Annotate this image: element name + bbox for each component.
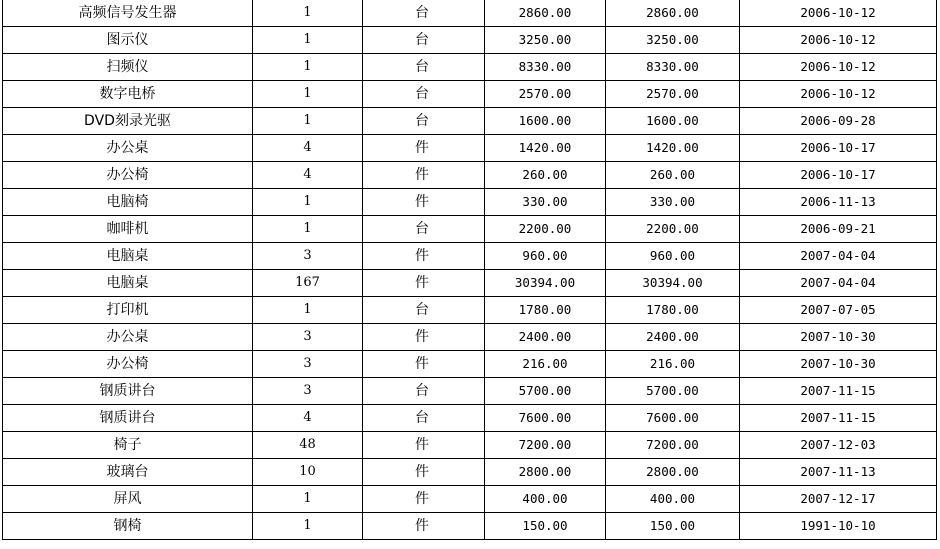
amount-cell: 5700.00 [606, 378, 740, 405]
unit-price-cell: 2800.00 [485, 459, 606, 486]
quantity-cell: 4 [253, 405, 363, 432]
date-cell: 2007-10-30 [740, 351, 937, 378]
unit-price-cell: 330.00 [485, 189, 606, 216]
quantity-cell: 4 [253, 162, 363, 189]
quantity-cell: 1 [253, 54, 363, 81]
table-row [3, 135, 937, 162]
quantity-cell: 4 [253, 135, 363, 162]
table-row [3, 162, 937, 189]
table-row [3, 270, 937, 297]
quantity-cell: 1 [253, 0, 363, 27]
item-name-cell: 钢椅 [3, 513, 253, 540]
quantity-cell: 1 [253, 81, 363, 108]
amount-cell: 1420.00 [606, 135, 740, 162]
table-row [3, 243, 937, 270]
table-row [3, 459, 937, 486]
table-row [3, 27, 937, 54]
quantity-cell: 3 [253, 378, 363, 405]
item-name-cell: 图示仪 [3, 27, 253, 54]
amount-cell: 2570.00 [606, 81, 740, 108]
amount-cell: 2400.00 [606, 324, 740, 351]
unit-cell: 台 [363, 54, 485, 81]
unit-price-cell: 2570.00 [485, 81, 606, 108]
asset-table-body [3, 0, 937, 540]
amount-cell: 7600.00 [606, 405, 740, 432]
quantity-cell: 1 [253, 513, 363, 540]
amount-cell: 216.00 [606, 351, 740, 378]
item-name-cell: 办公桌 [3, 324, 253, 351]
table-row [3, 351, 937, 378]
item-name-cell: 打印机 [3, 297, 253, 324]
unit-price-cell: 1420.00 [485, 135, 606, 162]
unit-cell: 台 [363, 405, 485, 432]
unit-cell: 台 [363, 297, 485, 324]
amount-cell: 960.00 [606, 243, 740, 270]
item-name-cell: 数字电桥 [3, 81, 253, 108]
date-cell: 1991-10-10 [740, 513, 937, 540]
quantity-cell: 1 [253, 27, 363, 54]
item-name-cell: 办公桌 [3, 135, 253, 162]
amount-cell: 260.00 [606, 162, 740, 189]
date-cell: 2006-10-12 [740, 54, 937, 81]
unit-cell: 件 [363, 486, 485, 513]
unit-cell: 件 [363, 135, 485, 162]
item-name-cell: 椅子 [3, 432, 253, 459]
table-row [3, 486, 937, 513]
unit-price-cell: 2860.00 [485, 0, 606, 27]
item-name-cell: 高频信号发生器 [3, 0, 253, 27]
date-cell: 2007-04-04 [740, 270, 937, 297]
unit-cell: 台 [363, 108, 485, 135]
quantity-cell: 3 [253, 351, 363, 378]
amount-cell: 7200.00 [606, 432, 740, 459]
table-row [3, 108, 937, 135]
unit-price-cell: 8330.00 [485, 54, 606, 81]
unit-price-cell: 960.00 [485, 243, 606, 270]
quantity-cell: 1 [253, 216, 363, 243]
date-cell: 2007-11-15 [740, 378, 937, 405]
table-row [3, 216, 937, 243]
date-cell: 2006-10-17 [740, 162, 937, 189]
date-cell: 2007-11-13 [740, 459, 937, 486]
item-name-cell: 钢质讲台 [3, 405, 253, 432]
date-cell: 2006-09-28 [740, 108, 937, 135]
unit-cell: 台 [363, 378, 485, 405]
date-cell: 2007-12-03 [740, 432, 937, 459]
item-name-cell: 玻璃台 [3, 459, 253, 486]
date-cell: 2006-10-12 [740, 81, 937, 108]
unit-cell: 件 [363, 162, 485, 189]
table-row [3, 513, 937, 540]
table-row [3, 189, 937, 216]
amount-cell: 1780.00 [606, 297, 740, 324]
unit-cell: 件 [363, 270, 485, 297]
item-name-cell: 钢质讲台 [3, 378, 253, 405]
quantity-cell: 1 [253, 486, 363, 513]
date-cell: 2006-10-17 [740, 135, 937, 162]
unit-price-cell: 7600.00 [485, 405, 606, 432]
date-cell: 2006-10-12 [740, 0, 937, 27]
table-row [3, 432, 937, 459]
unit-cell: 件 [363, 243, 485, 270]
amount-cell: 2800.00 [606, 459, 740, 486]
unit-price-cell: 30394.00 [485, 270, 606, 297]
table-row [3, 297, 937, 324]
unit-cell: 台 [363, 216, 485, 243]
amount-cell: 150.00 [606, 513, 740, 540]
date-cell: 2007-10-30 [740, 324, 937, 351]
quantity-cell: 48 [253, 432, 363, 459]
item-name-cell: 电脑桌 [3, 270, 253, 297]
item-name-cell: DVD刻录光驱 [3, 108, 253, 135]
table-row [3, 324, 937, 351]
amount-cell: 3250.00 [606, 27, 740, 54]
quantity-cell: 3 [253, 243, 363, 270]
item-name-cell: 咖啡机 [3, 216, 253, 243]
unit-cell: 台 [363, 0, 485, 27]
unit-cell: 件 [363, 432, 485, 459]
date-cell: 2006-09-21 [740, 216, 937, 243]
unit-price-cell: 7200.00 [485, 432, 606, 459]
table-row [3, 81, 937, 108]
item-name-cell: 扫频仪 [3, 54, 253, 81]
quantity-cell: 1 [253, 297, 363, 324]
quantity-cell: 10 [253, 459, 363, 486]
item-name-cell: 电脑桌 [3, 243, 253, 270]
date-cell: 2007-12-17 [740, 486, 937, 513]
amount-cell: 8330.00 [606, 54, 740, 81]
unit-cell: 件 [363, 189, 485, 216]
date-cell: 2007-07-05 [740, 297, 937, 324]
item-name-cell: 电脑椅 [3, 189, 253, 216]
amount-cell: 2200.00 [606, 216, 740, 243]
item-name-cell: 办公椅 [3, 351, 253, 378]
unit-price-cell: 1780.00 [485, 297, 606, 324]
quantity-cell: 1 [253, 189, 363, 216]
quantity-cell: 167 [253, 270, 363, 297]
amount-cell: 330.00 [606, 189, 740, 216]
asset-table [2, 0, 937, 540]
amount-cell: 400.00 [606, 486, 740, 513]
unit-cell: 件 [363, 513, 485, 540]
date-cell: 2007-04-04 [740, 243, 937, 270]
table-row [3, 0, 937, 27]
unit-price-cell: 2200.00 [485, 216, 606, 243]
unit-price-cell: 2400.00 [485, 324, 606, 351]
unit-price-cell: 3250.00 [485, 27, 606, 54]
unit-price-cell: 216.00 [485, 351, 606, 378]
quantity-cell: 1 [253, 108, 363, 135]
date-cell: 2006-11-13 [740, 189, 937, 216]
unit-cell: 台 [363, 27, 485, 54]
item-name-cell: 办公椅 [3, 162, 253, 189]
table-row [3, 378, 937, 405]
amount-cell: 2860.00 [606, 0, 740, 27]
unit-price-cell: 260.00 [485, 162, 606, 189]
unit-price-cell: 150.00 [485, 513, 606, 540]
unit-cell: 件 [363, 459, 485, 486]
unit-cell: 件 [363, 351, 485, 378]
amount-cell: 30394.00 [606, 270, 740, 297]
quantity-cell: 3 [253, 324, 363, 351]
table-row [3, 405, 937, 432]
item-name-cell: 屏风 [3, 486, 253, 513]
unit-cell: 台 [363, 81, 485, 108]
table-row [3, 54, 937, 81]
date-cell: 2007-11-15 [740, 405, 937, 432]
unit-price-cell: 5700.00 [485, 378, 606, 405]
date-cell: 2006-10-12 [740, 27, 937, 54]
unit-cell: 件 [363, 324, 485, 351]
unit-price-cell: 400.00 [485, 486, 606, 513]
unit-price-cell: 1600.00 [485, 108, 606, 135]
amount-cell: 1600.00 [606, 108, 740, 135]
